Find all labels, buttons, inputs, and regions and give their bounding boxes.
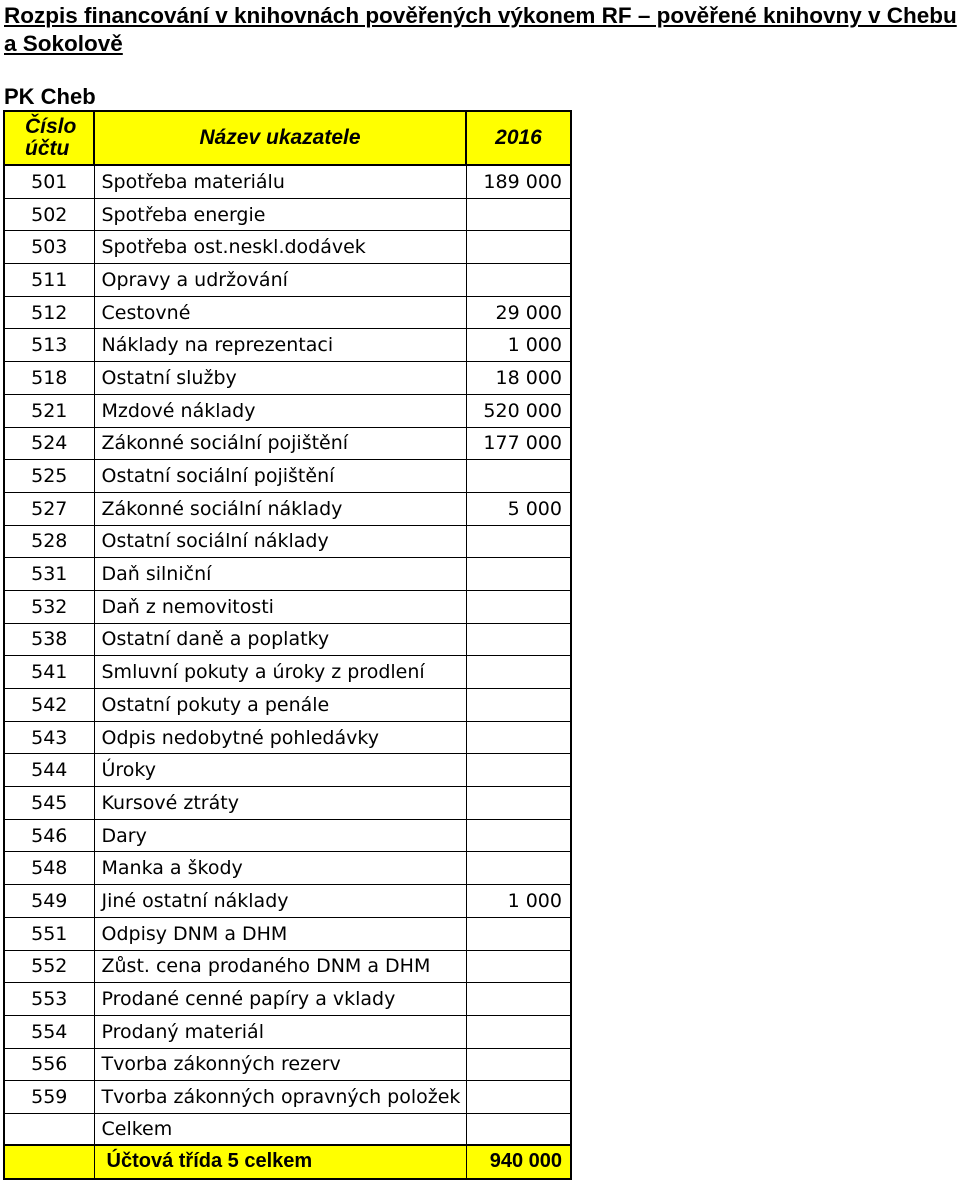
value-cell: 5 000	[466, 492, 571, 525]
value-cell	[466, 950, 571, 983]
table-row	[4, 427, 571, 460]
table-body	[4, 165, 571, 1113]
value-cell	[466, 721, 571, 754]
table-row	[4, 362, 571, 395]
account-number-cell: 538	[4, 623, 94, 656]
indicator-name-cell: Smluvní pokuty a úroky z prodlení	[94, 656, 466, 689]
value-cell	[466, 525, 571, 558]
value-cell	[466, 754, 571, 787]
indicator-name-cell: Dary	[94, 819, 466, 852]
value-cell	[466, 460, 571, 493]
indicator-name-cell: Odpis nedobytné pohledávky	[94, 721, 466, 754]
celkem-value-cell	[466, 1113, 571, 1145]
indicator-name-cell: Prodaný materiál	[94, 1015, 466, 1048]
value-cell: 177 000	[466, 427, 571, 460]
indicator-name-cell: Mzdové náklady	[94, 394, 466, 427]
value-cell: 18 000	[466, 362, 571, 395]
value-cell	[466, 819, 571, 852]
table-row	[4, 787, 571, 820]
value-cell	[466, 590, 571, 623]
indicator-name-cell: Tvorba zákonných rezerv	[94, 1048, 466, 1081]
table-row	[4, 558, 571, 591]
value-cell	[466, 623, 571, 656]
table-row	[4, 917, 571, 950]
indicator-name-cell: Prodané cenné papíry a vklady	[94, 983, 466, 1016]
value-cell	[466, 264, 571, 297]
indicator-name-cell: Spotřeba ost.neskl.dodávek	[94, 231, 466, 264]
indicator-name-cell: Ostatní pokuty a penále	[94, 689, 466, 722]
value-cell	[466, 787, 571, 820]
value-cell	[466, 689, 571, 722]
account-number-cell: 541	[4, 656, 94, 689]
value-cell	[466, 231, 571, 264]
value-cell	[466, 983, 571, 1016]
account-number-cell: 503	[4, 231, 94, 264]
total-value: 940 000	[466, 1145, 571, 1179]
indicator-name-cell: Náklady na reprezentaci	[94, 329, 466, 362]
header-indicator-name: Název ukazatele	[94, 111, 466, 165]
value-cell: 29 000	[466, 296, 571, 329]
table-row	[4, 721, 571, 754]
account-number-cell: 543	[4, 721, 94, 754]
indicator-name-cell: Kursové ztráty	[94, 787, 466, 820]
table-header-row	[4, 111, 571, 165]
account-number-cell: 513	[4, 329, 94, 362]
indicator-name-cell: Tvorba zákonných opravných položek	[94, 1081, 466, 1114]
indicator-name-cell: Úroky	[94, 754, 466, 787]
account-number-cell: 556	[4, 1048, 94, 1081]
account-number-cell: 545	[4, 787, 94, 820]
celkem-account-cell	[4, 1113, 94, 1145]
indicator-name-cell: Spotřeba materiálu	[94, 165, 466, 198]
value-cell	[466, 852, 571, 885]
indicator-name-cell: Cestovné	[94, 296, 466, 329]
account-number-cell: 527	[4, 492, 94, 525]
table-row	[4, 198, 571, 231]
indicator-name-cell: Spotřeba energie	[94, 198, 466, 231]
table-row	[4, 590, 571, 623]
table-row	[4, 983, 571, 1016]
indicator-name-cell: Opravy a udržování	[94, 264, 466, 297]
indicator-name-cell: Ostatní sociální pojištění	[94, 460, 466, 493]
table-row	[4, 394, 571, 427]
indicator-name-cell: Daň silniční	[94, 558, 466, 591]
value-cell	[466, 1081, 571, 1114]
total-row	[4, 1145, 571, 1179]
account-number-cell: 532	[4, 590, 94, 623]
account-number-cell: 553	[4, 983, 94, 1016]
table-row	[4, 1015, 571, 1048]
account-number-cell: 549	[4, 885, 94, 918]
table-row	[4, 656, 571, 689]
indicator-name-cell: Zůst. cena prodaného DNM a DHM	[94, 950, 466, 983]
table-row	[4, 1081, 571, 1114]
total-account-cell	[4, 1145, 94, 1179]
total-label: Účtová třída 5 celkem	[94, 1145, 466, 1179]
account-number-cell: 501	[4, 165, 94, 198]
table-row	[4, 460, 571, 493]
account-number-cell: 548	[4, 852, 94, 885]
account-number-cell: 528	[4, 525, 94, 558]
indicator-name-cell: Manka a škody	[94, 852, 466, 885]
indicator-name-cell: Zákonné sociální náklady	[94, 492, 466, 525]
account-number-cell: 502	[4, 198, 94, 231]
indicator-name-cell: Ostatní služby	[94, 362, 466, 395]
account-number-cell: 521	[4, 394, 94, 427]
celkem-row	[4, 1113, 571, 1145]
table-row	[4, 264, 571, 297]
table-row	[4, 1048, 571, 1081]
value-cell: 520 000	[466, 394, 571, 427]
table-row	[4, 852, 571, 885]
account-number-cell: 551	[4, 917, 94, 950]
document-title: Rozpis financování v knihovnách pověřených výkonem RF – pověřené knihovny v Chebu a Sokolově	[4, 3, 957, 56]
value-cell	[466, 1048, 571, 1081]
value-cell: 189 000	[466, 165, 571, 198]
header-year: 2016	[466, 111, 571, 165]
account-number-cell: 512	[4, 296, 94, 329]
account-number-cell: 525	[4, 460, 94, 493]
table-row	[4, 754, 571, 787]
table-row	[4, 165, 571, 198]
value-cell	[466, 558, 571, 591]
value-cell	[466, 198, 571, 231]
value-cell	[466, 656, 571, 689]
indicator-name-cell: Odpisy DNM a DHM	[94, 917, 466, 950]
account-number-cell: 554	[4, 1015, 94, 1048]
account-number-cell: 518	[4, 362, 94, 395]
table-row	[4, 950, 571, 983]
account-number-cell: 531	[4, 558, 94, 591]
indicator-name-cell: Ostatní daně a poplatky	[94, 623, 466, 656]
table-row	[4, 329, 571, 362]
table-row	[4, 525, 571, 558]
table-row	[4, 492, 571, 525]
indicator-name-cell: Zákonné sociální pojištění	[94, 427, 466, 460]
table-row	[4, 296, 571, 329]
value-cell: 1 000	[466, 329, 571, 362]
value-cell	[466, 917, 571, 950]
account-number-cell: 559	[4, 1081, 94, 1114]
account-number-cell: 546	[4, 819, 94, 852]
budget-table	[3, 110, 572, 1180]
table-row	[4, 819, 571, 852]
table-row	[4, 885, 571, 918]
account-number-cell: 542	[4, 689, 94, 722]
table-row	[4, 623, 571, 656]
indicator-name-cell: Daň z nemovitosti	[94, 590, 466, 623]
header-account-number: Číslo účtu	[4, 111, 94, 165]
account-number-cell: 524	[4, 427, 94, 460]
indicator-name-cell: Jiné ostatní náklady	[94, 885, 466, 918]
account-number-cell: 511	[4, 264, 94, 297]
account-number-cell: 544	[4, 754, 94, 787]
value-cell	[466, 1015, 571, 1048]
indicator-name-cell: Ostatní sociální náklady	[94, 525, 466, 558]
table-row	[4, 231, 571, 264]
celkem-label: Celkem	[94, 1113, 466, 1145]
table-row	[4, 689, 571, 722]
section-label: PK Cheb	[4, 84, 96, 109]
account-number-cell: 552	[4, 950, 94, 983]
value-cell: 1 000	[466, 885, 571, 918]
